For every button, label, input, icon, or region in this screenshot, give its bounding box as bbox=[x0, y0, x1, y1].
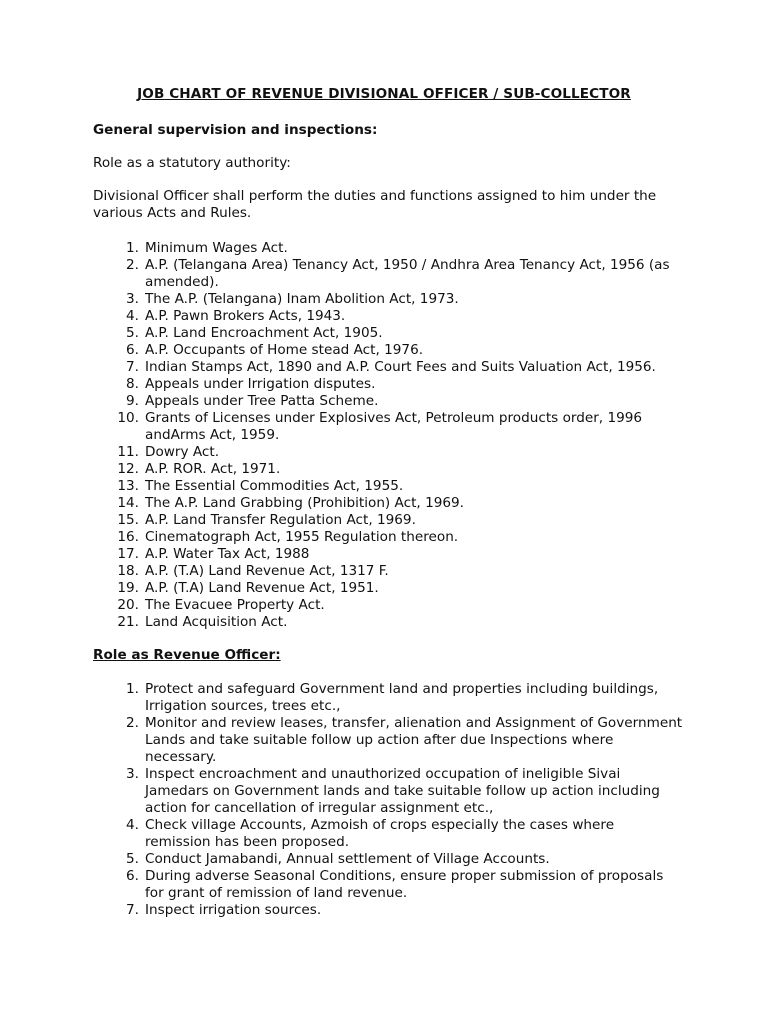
list-item-number: 14. bbox=[117, 495, 139, 511]
revenue-heading: Role as Revenue Officer: bbox=[93, 647, 281, 663]
list-item-number: 17. bbox=[117, 546, 139, 562]
list-item bbox=[93, 359, 683, 376]
list-item-number: 8. bbox=[126, 376, 139, 392]
list-item bbox=[93, 342, 683, 359]
list-item bbox=[93, 376, 683, 393]
general-heading: General supervision and inspections: bbox=[93, 122, 378, 138]
list-item-number: 1. bbox=[126, 240, 139, 256]
list-item-text: Indian Stamps Act, 1890 and A.P. Court Fees and Suits Valuation Act, 1956. bbox=[145, 359, 656, 375]
list-item-number: 2. bbox=[126, 257, 139, 273]
list-item bbox=[93, 614, 683, 631]
list-item bbox=[93, 444, 683, 461]
list-item bbox=[93, 681, 683, 715]
list-item-text: The Evacuee Property Act. bbox=[145, 597, 325, 613]
list-item-text: Dowry Act. bbox=[145, 444, 220, 460]
list-item-text: Monitor and review leases, transfer, alienation and Assignment of Government Lands and take suitable follow up action after due Inspections where necessary. bbox=[145, 715, 683, 765]
list-item-text: A.P. (T.A) Land Revenue Act, 1317 F. bbox=[145, 563, 389, 579]
list-item bbox=[93, 325, 683, 342]
list-item-text: A.P. Land Transfer Regulation Act, 1969. bbox=[145, 512, 416, 528]
list-item-number: 3. bbox=[126, 766, 139, 782]
list-item bbox=[93, 410, 683, 444]
list-item bbox=[93, 495, 683, 512]
list-item-number: 7. bbox=[126, 359, 139, 375]
list-item bbox=[93, 902, 683, 919]
list-item bbox=[93, 817, 683, 851]
list-item-number: 4. bbox=[126, 817, 139, 833]
list-item-text: A.P. (T.A) Land Revenue Act, 1951. bbox=[145, 580, 379, 596]
list-item-text: A.P. (Telangana Area) Tenancy Act, 1950 / Andhra Area Tenancy Act, 1956 (as amended). bbox=[145, 257, 670, 290]
list-item-text: A.P. Water Tax Act, 1988 bbox=[145, 546, 310, 562]
list-item-text: Cinematograph Act, 1955 Regulation thereon. bbox=[145, 529, 459, 545]
page-title: JOB CHART OF REVENUE DIVISIONAL OFFICER / SUB-COLLECTOR bbox=[137, 86, 631, 102]
list-item-text: Grants of Licenses under Explosives Act, Petroleum products order, 1996 andArms Act, 1959. bbox=[145, 410, 643, 443]
list-item bbox=[93, 308, 683, 325]
list-item bbox=[93, 715, 683, 766]
list-item-number: 19. bbox=[117, 580, 139, 596]
list-item-text: A.P. Pawn Brokers Acts, 1943. bbox=[145, 308, 346, 324]
list-item-number: 1. bbox=[126, 681, 139, 697]
list-item-text: Appeals under Tree Patta Scheme. bbox=[145, 393, 379, 409]
list-item-text: A.P. Land Encroachment Act, 1905. bbox=[145, 325, 383, 341]
list-item bbox=[93, 851, 683, 868]
list-item-number: 11. bbox=[117, 444, 139, 460]
list-item bbox=[93, 461, 683, 478]
list-item-number: 6. bbox=[126, 868, 139, 884]
list-item-number: 6. bbox=[126, 342, 139, 358]
list-item-number: 4. bbox=[126, 308, 139, 324]
list-item-number: 20. bbox=[117, 597, 139, 613]
list-item bbox=[93, 868, 683, 902]
list-item-number: 9. bbox=[126, 393, 139, 409]
list-item-text: The A.P. Land Grabbing (Prohibition) Act, 1969. bbox=[145, 495, 464, 511]
list-item-number: 16. bbox=[117, 529, 139, 545]
list-item bbox=[93, 546, 683, 563]
list-item-number: 13. bbox=[117, 478, 139, 494]
list-item bbox=[93, 563, 683, 580]
list-item-number: 5. bbox=[126, 325, 139, 341]
list-item-text: Inspect encroachment and unauthorized occupation of ineligible Sivai Jamedars on Government lands and take suitable follow up action including action for cancellation of irregular assignment etc., bbox=[145, 766, 660, 816]
list-item-text: Inspect irrigation sources. bbox=[145, 902, 322, 918]
list-item bbox=[93, 393, 683, 410]
list-item-text: The A.P. (Telangana) Inam Abolition Act, 1973. bbox=[145, 291, 459, 307]
list-item bbox=[93, 512, 683, 529]
list-item-number: 3. bbox=[126, 291, 139, 307]
list-item-number: 5. bbox=[126, 851, 139, 867]
list-item bbox=[93, 766, 683, 817]
acts-list bbox=[93, 240, 683, 631]
list-item bbox=[93, 240, 683, 257]
list-item-text: Land Acquisition Act. bbox=[145, 614, 288, 630]
list-item-number: 15. bbox=[117, 512, 139, 528]
intro-paragraph: Divisional Officer shall perform the duties and functions assigned to him under the various Acts and Rules. bbox=[93, 188, 657, 221]
revenue-duties-list bbox=[93, 681, 683, 919]
list-item-text: During adverse Seasonal Conditions, ensure proper submission of proposals for grant of remission of land revenue. bbox=[145, 868, 664, 901]
list-item-text: Minimum Wages Act. bbox=[145, 240, 288, 256]
list-item-text: Check village Accounts, Azmoish of crops especially the cases where remission has been proposed. bbox=[145, 817, 615, 850]
statutory-heading: Role as a statutory authority: bbox=[93, 155, 291, 171]
list-item-number: 2. bbox=[126, 715, 139, 731]
list-item-number: 7. bbox=[126, 902, 139, 918]
list-item-number: 18. bbox=[117, 563, 139, 579]
list-item bbox=[93, 257, 683, 291]
list-item-number: 10. bbox=[117, 410, 139, 426]
list-item bbox=[93, 580, 683, 597]
list-item-number: 21. bbox=[117, 614, 139, 630]
list-item bbox=[93, 478, 683, 495]
list-item bbox=[93, 597, 683, 614]
list-item bbox=[93, 529, 683, 546]
list-item-text: A.P. Occupants of Home stead Act, 1976. bbox=[145, 342, 424, 358]
list-item-text: Conduct Jamabandi, Annual settlement of Village Accounts. bbox=[145, 851, 550, 867]
list-item-text: A.P. ROR. Act, 1971. bbox=[145, 461, 281, 477]
list-item-text: The Essential Commodities Act, 1955. bbox=[145, 478, 404, 494]
list-item bbox=[93, 291, 683, 308]
list-item-text: Protect and safeguard Government land and properties including buildings, Irrigation sources, trees etc., bbox=[145, 681, 659, 714]
list-item-number: 12. bbox=[117, 461, 139, 477]
list-item-text: Appeals under Irrigation disputes. bbox=[145, 376, 376, 392]
